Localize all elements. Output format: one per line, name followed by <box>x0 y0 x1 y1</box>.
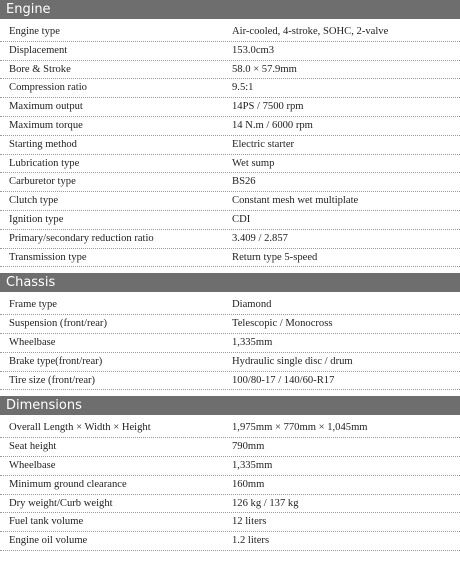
spec-row <box>0 249 460 268</box>
spec-label: Bore & Stroke <box>9 63 71 75</box>
spec-row <box>0 532 460 551</box>
spec-label: Brake type(front/rear) <box>9 355 103 367</box>
spec-value: 153.0cm3 <box>232 44 275 56</box>
spec-value: Hydraulic single disc / drum <box>232 355 353 367</box>
spec-label: Compression ratio <box>9 82 87 94</box>
spec-row <box>0 117 460 136</box>
spec-value: Air-cooled, 4-stroke, SOHC, 2-valve <box>232 26 389 37</box>
spec-value: Telescopic / Monocross <box>232 318 333 330</box>
spec-row <box>0 353 460 372</box>
spec-value: 1,335mm <box>232 336 273 348</box>
spec-row <box>0 192 460 211</box>
spec-label: Clutch type <box>9 195 59 207</box>
spec-row <box>0 42 460 61</box>
spec-value: 100/80-17 / 140/60-R17 <box>232 374 335 386</box>
spec-label: Minimum ground clearance <box>9 478 127 490</box>
spec-value: CDI <box>232 213 251 225</box>
spec-label: Starting method <box>9 138 77 150</box>
spec-label: Maximum torque <box>9 119 83 131</box>
spec-row <box>0 495 460 514</box>
spec-label: Wheelbase <box>9 459 56 471</box>
spec-value: Constant mesh wet multiplate <box>232 195 359 207</box>
spec-row <box>0 476 460 495</box>
spec-value: BS26 <box>232 176 256 188</box>
section-engine <box>0 23 460 267</box>
spec-label: Transmission type <box>9 251 87 263</box>
spec-label: Ignition type <box>9 213 64 225</box>
section-chassis <box>0 296 460 390</box>
spec-label: Frame type <box>9 299 57 311</box>
spec-row <box>0 23 460 42</box>
spec-row <box>0 61 460 80</box>
spec-row <box>0 457 460 476</box>
spec-value: 790mm <box>232 441 265 453</box>
spec-value: Wet sump <box>232 157 275 169</box>
spec-value: 12 liters <box>232 516 267 528</box>
spec-value: 1.2 liters <box>232 535 270 547</box>
spec-value: 3.409 / 2.857 <box>232 232 288 244</box>
spec-row <box>0 438 460 457</box>
spec-row <box>0 315 460 334</box>
spec-label: Carburetor type <box>9 176 76 188</box>
section-header-chassis: Chassis <box>0 273 460 292</box>
spec-label: Lubrication type <box>9 157 80 169</box>
section-header-engine: Engine <box>0 0 460 19</box>
spec-value: 160mm <box>232 478 265 490</box>
section-header-dimensions: Dimensions <box>0 396 460 415</box>
spec-label: Primary/secondary reduction ratio <box>9 232 154 244</box>
spec-label: Suspension (front/rear) <box>9 318 107 330</box>
spec-row <box>0 513 460 532</box>
spec-row <box>0 155 460 174</box>
spec-row <box>0 79 460 98</box>
spec-value: 126 kg / 137 kg <box>232 497 299 509</box>
spec-value: 1,335mm <box>232 459 273 471</box>
spec-label: Fuel tank volume <box>9 516 84 528</box>
spec-row <box>0 98 460 117</box>
spec-row <box>0 296 460 315</box>
spec-label: Engine oil volume <box>9 535 88 547</box>
section-dimensions <box>0 419 460 551</box>
spec-label: Tire size (front/rear) <box>9 374 96 386</box>
spec-row <box>0 419 460 438</box>
spec-value: 58.0 × 57.9mm <box>232 63 297 75</box>
spec-row <box>0 136 460 155</box>
spec-label: Seat height <box>9 441 57 453</box>
spec-label: Overall Length × Width × Height <box>9 422 151 434</box>
spec-label: Engine type <box>9 26 60 37</box>
spec-value: Electric starter <box>232 138 295 150</box>
spec-value: Diamond <box>232 299 272 311</box>
spec-row <box>0 372 460 391</box>
spec-value: 9.5:1 <box>232 82 254 94</box>
spec-value: Return type 5-speed <box>232 251 318 263</box>
spec-label: Maximum output <box>9 101 83 113</box>
spec-label: Dry weight/Curb weight <box>9 497 113 509</box>
spec-row <box>0 230 460 249</box>
spec-label: Wheelbase <box>9 336 56 348</box>
spec-value: 14PS / 7500 rpm <box>232 101 304 113</box>
spec-row <box>0 334 460 353</box>
spec-label: Displacement <box>9 44 68 56</box>
spec-row <box>0 211 460 230</box>
spec-row <box>0 173 460 192</box>
spec-value: 14 N.m / 6000 rpm <box>232 119 313 131</box>
spec-value: 1,975mm × 770mm × 1,045mm <box>232 422 368 434</box>
